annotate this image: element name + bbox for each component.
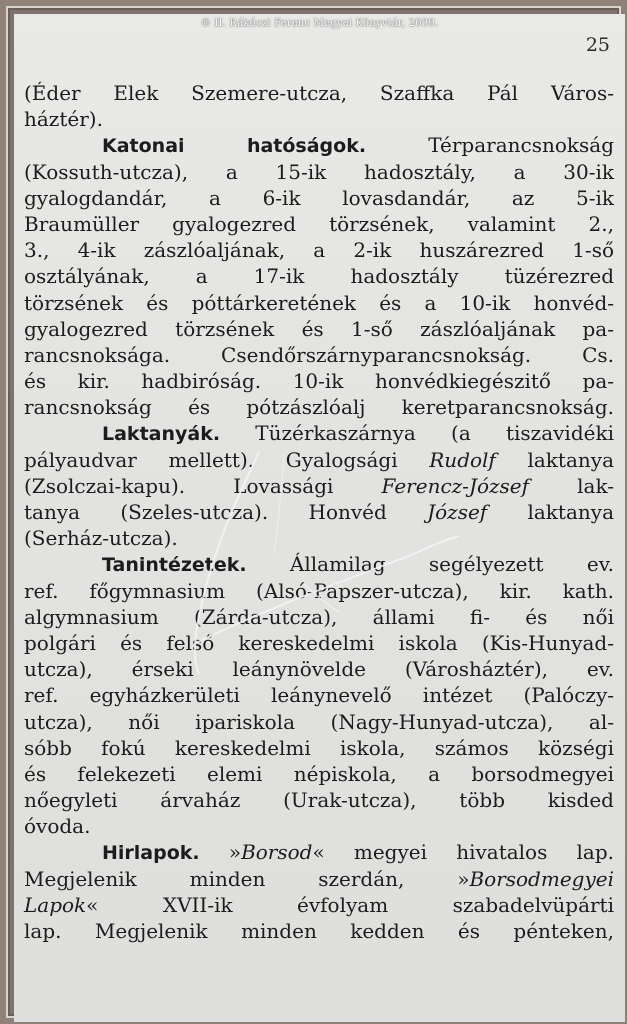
- text-line: [24, 866, 614, 892]
- text-segment: laktanya: [495, 447, 614, 472]
- text-line: [24, 290, 614, 316]
- text-segment: törzsének és póttárkeretének és a 10-ik honvéd-: [24, 290, 614, 315]
- section-heading: Laktanyák.: [102, 423, 221, 446]
- text-segment: lap. Megjelenik minden kedden és pénteken,: [24, 919, 614, 943]
- page-number: 25: [585, 34, 610, 56]
- text-line: [24, 211, 614, 237]
- text-line: [24, 106, 614, 132]
- text-segment: Borsodmegyei: [469, 866, 614, 891]
- text-segment: (Kossuth-utcza), a 15-ik hadosztály, a 30-ik: [24, 159, 614, 184]
- text-segment: osztályának, a 17-ik hadosztály tüzérezred: [24, 264, 614, 289]
- text-line: [24, 263, 614, 289]
- section-katonai: [24, 132, 614, 158]
- text-segment: Államilag segélyezett ev.: [246, 552, 614, 577]
- text-segment: sóbb fokú kereskedelmi iskola, számos községi: [24, 735, 614, 760]
- section-heading: Tanintézetek.: [102, 554, 247, 577]
- copyright-watermark: © II. Rákóczi Ferenc Megyei Könyvtár, 2009.: [200, 18, 439, 29]
- text-line: [24, 342, 614, 368]
- section-heading: Katonai hatóságok.: [102, 135, 367, 158]
- text-segment: utcza), érseki leánynövelde (Városháztér), ev.: [24, 657, 614, 682]
- text-segment: 3., 4-ik zászlóaljának, a 2-ik huszárezred 1-ső: [24, 238, 614, 263]
- text-segment: Ferencz-József: [381, 473, 530, 498]
- text-line: [24, 761, 614, 787]
- text-segment: (Serház-utcza).: [24, 526, 178, 551]
- text-line: [24, 813, 614, 839]
- text-segment: « XVII-ik évfolyam szabadelvüpárti: [86, 892, 614, 917]
- text-segment: algymnasium (Zárda-utcza), állami fi- és női: [24, 604, 614, 629]
- text-segment: polgári és felső kereskedelmi iskola (Kis-Hunyad-: [24, 630, 614, 655]
- text-line: [24, 80, 614, 106]
- text-segment: »: [199, 840, 242, 865]
- text-line: [24, 787, 614, 813]
- text-line: [24, 735, 614, 761]
- text-segment: Lapok: [24, 892, 87, 917]
- text-line: [24, 185, 614, 211]
- text-segment: József: [427, 500, 488, 524]
- document-page: [14, 14, 625, 1022]
- text-line: [24, 368, 614, 394]
- text-segment: pályaudvar mellett). Gyalogsági: [24, 447, 430, 472]
- section-laktanyak: [24, 420, 614, 446]
- text-segment: Megjelenik minden szerdán, »: [24, 866, 470, 891]
- text-line: [24, 892, 614, 918]
- text-segment: gyalogdandár, a 6-ik lovasdandár, az 5-ik: [24, 185, 614, 210]
- text-segment: (Zsolczai-kapu). Lovassági: [24, 473, 382, 498]
- section-heading: Hirlapok.: [102, 842, 200, 865]
- text-segment: óvoda.: [24, 814, 91, 839]
- text-line: [24, 394, 614, 420]
- text-line: [24, 316, 614, 342]
- text-segment: Tüzérkaszárnya (a tiszavidéki: [220, 421, 614, 446]
- text-line: [24, 237, 614, 263]
- text-segment: (Éder Elek Szemere-utcza, Szaffka Pál Város-: [24, 81, 614, 105]
- text-segment: gyalogezred törzsének és 1-ső zászlóaljának pa-: [24, 316, 614, 341]
- text-segment: lak-: [529, 473, 615, 498]
- text-segment: rancsnokság és pótzászlóalj keretparancsnokság.: [24, 395, 614, 420]
- text-segment: Borsod: [241, 840, 313, 865]
- text-segment: és felekezeti elemi népiskola, a borsodmegyei: [24, 761, 614, 786]
- text-segment: laktanya: [487, 500, 614, 524]
- text-segment: Térparancsnokság: [366, 133, 614, 158]
- text-segment: rancsnoksága. Csendőrszárnyparancsnokság. Cs.: [24, 342, 614, 367]
- text-segment: ref. főgymnasium (Alsó-Papszer-utcza), kir. kath.: [24, 578, 614, 603]
- text-segment: Rudolf: [429, 447, 496, 472]
- text-line: [24, 709, 614, 735]
- text-segment: háztér).: [24, 107, 103, 132]
- text-segment: utcza), női ipariskola (Nagy-Hunyad-utcza), al-: [24, 709, 614, 734]
- section-hirlapok: [24, 839, 614, 865]
- text-segment: és kir. hadbiróság. 10-ik honvédkiegészitő pa-: [24, 369, 614, 394]
- text-segment: tanya (Szeles-utcza). Honvéd: [24, 500, 428, 524]
- text-segment: ref. egyházkerületi leánynevelő intézet (Palóczy-: [24, 683, 614, 708]
- text-line: [24, 918, 614, 944]
- pen-scribble-mark: [164, 444, 464, 704]
- text-segment: « megyei hivatalos lap.: [312, 840, 615, 865]
- text-segment: nőegyleti árvaház (Urak-utcza), több kisded: [24, 788, 614, 813]
- text-segment: Braumüller gyalogezred törzsének, valamint 2.,: [24, 211, 614, 236]
- text-line: [24, 159, 614, 185]
